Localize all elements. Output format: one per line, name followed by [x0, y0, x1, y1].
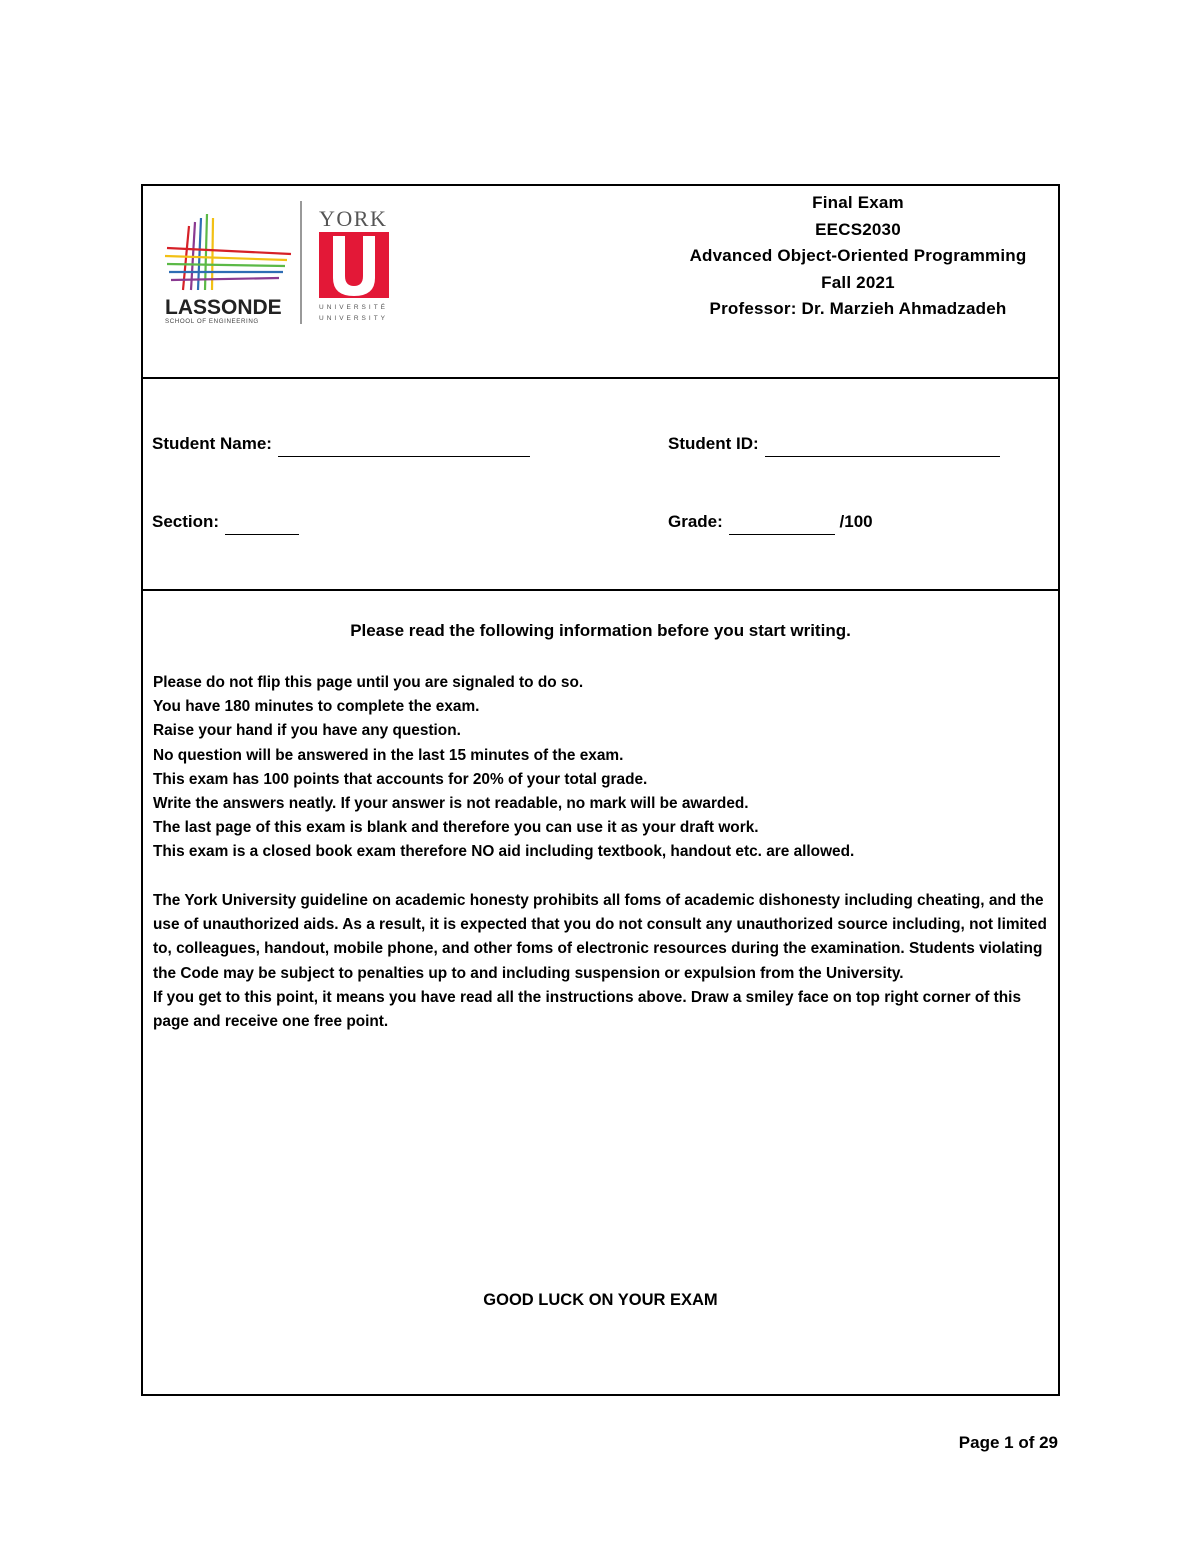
exam-title-block [643, 190, 1073, 323]
term: Fall 2021 [821, 272, 895, 292]
york-line-2: UNIVERSITY [319, 315, 389, 322]
student-id-blank[interactable] [765, 436, 1000, 457]
rules-list [153, 671, 1053, 865]
rule-item: This exam has 100 points that accounts for 20% of your total grade. [153, 770, 648, 788]
rule-item: Please do not flip this page until you are signaled to do so. [153, 674, 584, 691]
student-name-field[interactable] [152, 434, 530, 455]
course-code: EECS2030 [815, 219, 901, 239]
section-field[interactable] [152, 512, 299, 533]
lassonde-stroke-purple-h [171, 278, 279, 280]
academic-honesty-text: The York University guideline on academic honesty prohibits all foms of academic dishonesty including cheating, and the use of unauthorized aids. As a result, it is expected that you do not consult any unauthorized source including, not limited to, colleagues, handout, mobile phone, and other foms of electronic resources during the examination. Students violating the Code may be subject to penalties up to and including suspension or expulsion from the University. [153, 892, 1047, 982]
exam-cover-frame [141, 184, 1060, 1396]
student-name-label: Student Name: [152, 434, 272, 453]
grade-field[interactable] [668, 512, 873, 533]
bonus-point-text: If you get to this point, it means you have read all the instructions above. Draw a smiley face on top right corner of this page and receive one free point. [153, 988, 1022, 1031]
exam-title: Final Exam [812, 193, 904, 212]
lassonde-logo [165, 214, 291, 325]
instructions-heading: Please read the following information before you start writing. [350, 621, 851, 640]
student-id-field[interactable] [668, 434, 1000, 455]
rule-item: Raise your hand if you have any question. [153, 722, 461, 740]
course-name: Advanced Object-Oriented Programming [689, 246, 1027, 265]
professor: Professor: Dr. Marzieh Ahmadzadeh [709, 299, 1007, 318]
grade-total: /100 [839, 512, 873, 531]
rule-item: This exam is a closed book exam therefore NO aid including textbook, handout etc. are allowed. [153, 843, 855, 861]
rule-item: The last page of this exam is blank and therefore you can use it as your draft work. [153, 819, 759, 837]
lassonde-wordmark: LASSONDE [165, 296, 282, 319]
instructions-section [143, 591, 1058, 1394]
rule-item: Write the answers neatly. If your answer is not readable, no mark will be awarded. [153, 795, 749, 813]
grade-label: Grade: [668, 512, 723, 531]
good-luck-message: GOOD LUCK ON YOUR EXAM [483, 1291, 718, 1309]
york-logo [319, 206, 389, 322]
section-label: Section: [152, 512, 220, 531]
page-number: Page 1 of 29 [958, 1433, 1058, 1452]
rule-item: No question will be answered in the last 15 minutes of the exam. [153, 746, 624, 764]
student-id-label: Student ID: [668, 434, 759, 453]
rule-item: You have 180 minutes to complete the exam. [153, 698, 480, 716]
lassonde-subtitle: SCHOOL OF ENGINEERING [165, 318, 259, 325]
logos-graphic [161, 196, 401, 325]
lassonde-stroke-yellow-h [165, 256, 287, 260]
academic-honesty-block [153, 889, 1053, 1034]
student-name-blank[interactable] [278, 436, 530, 457]
grade-blank[interactable] [729, 514, 835, 535]
section-blank[interactable] [225, 514, 299, 535]
york-wordmark: YORK [319, 206, 388, 231]
york-line-1: UNIVERSITÉ [319, 304, 389, 311]
exam-header [143, 186, 1058, 379]
student-info-section [143, 379, 1058, 591]
institution-logos [161, 196, 401, 325]
